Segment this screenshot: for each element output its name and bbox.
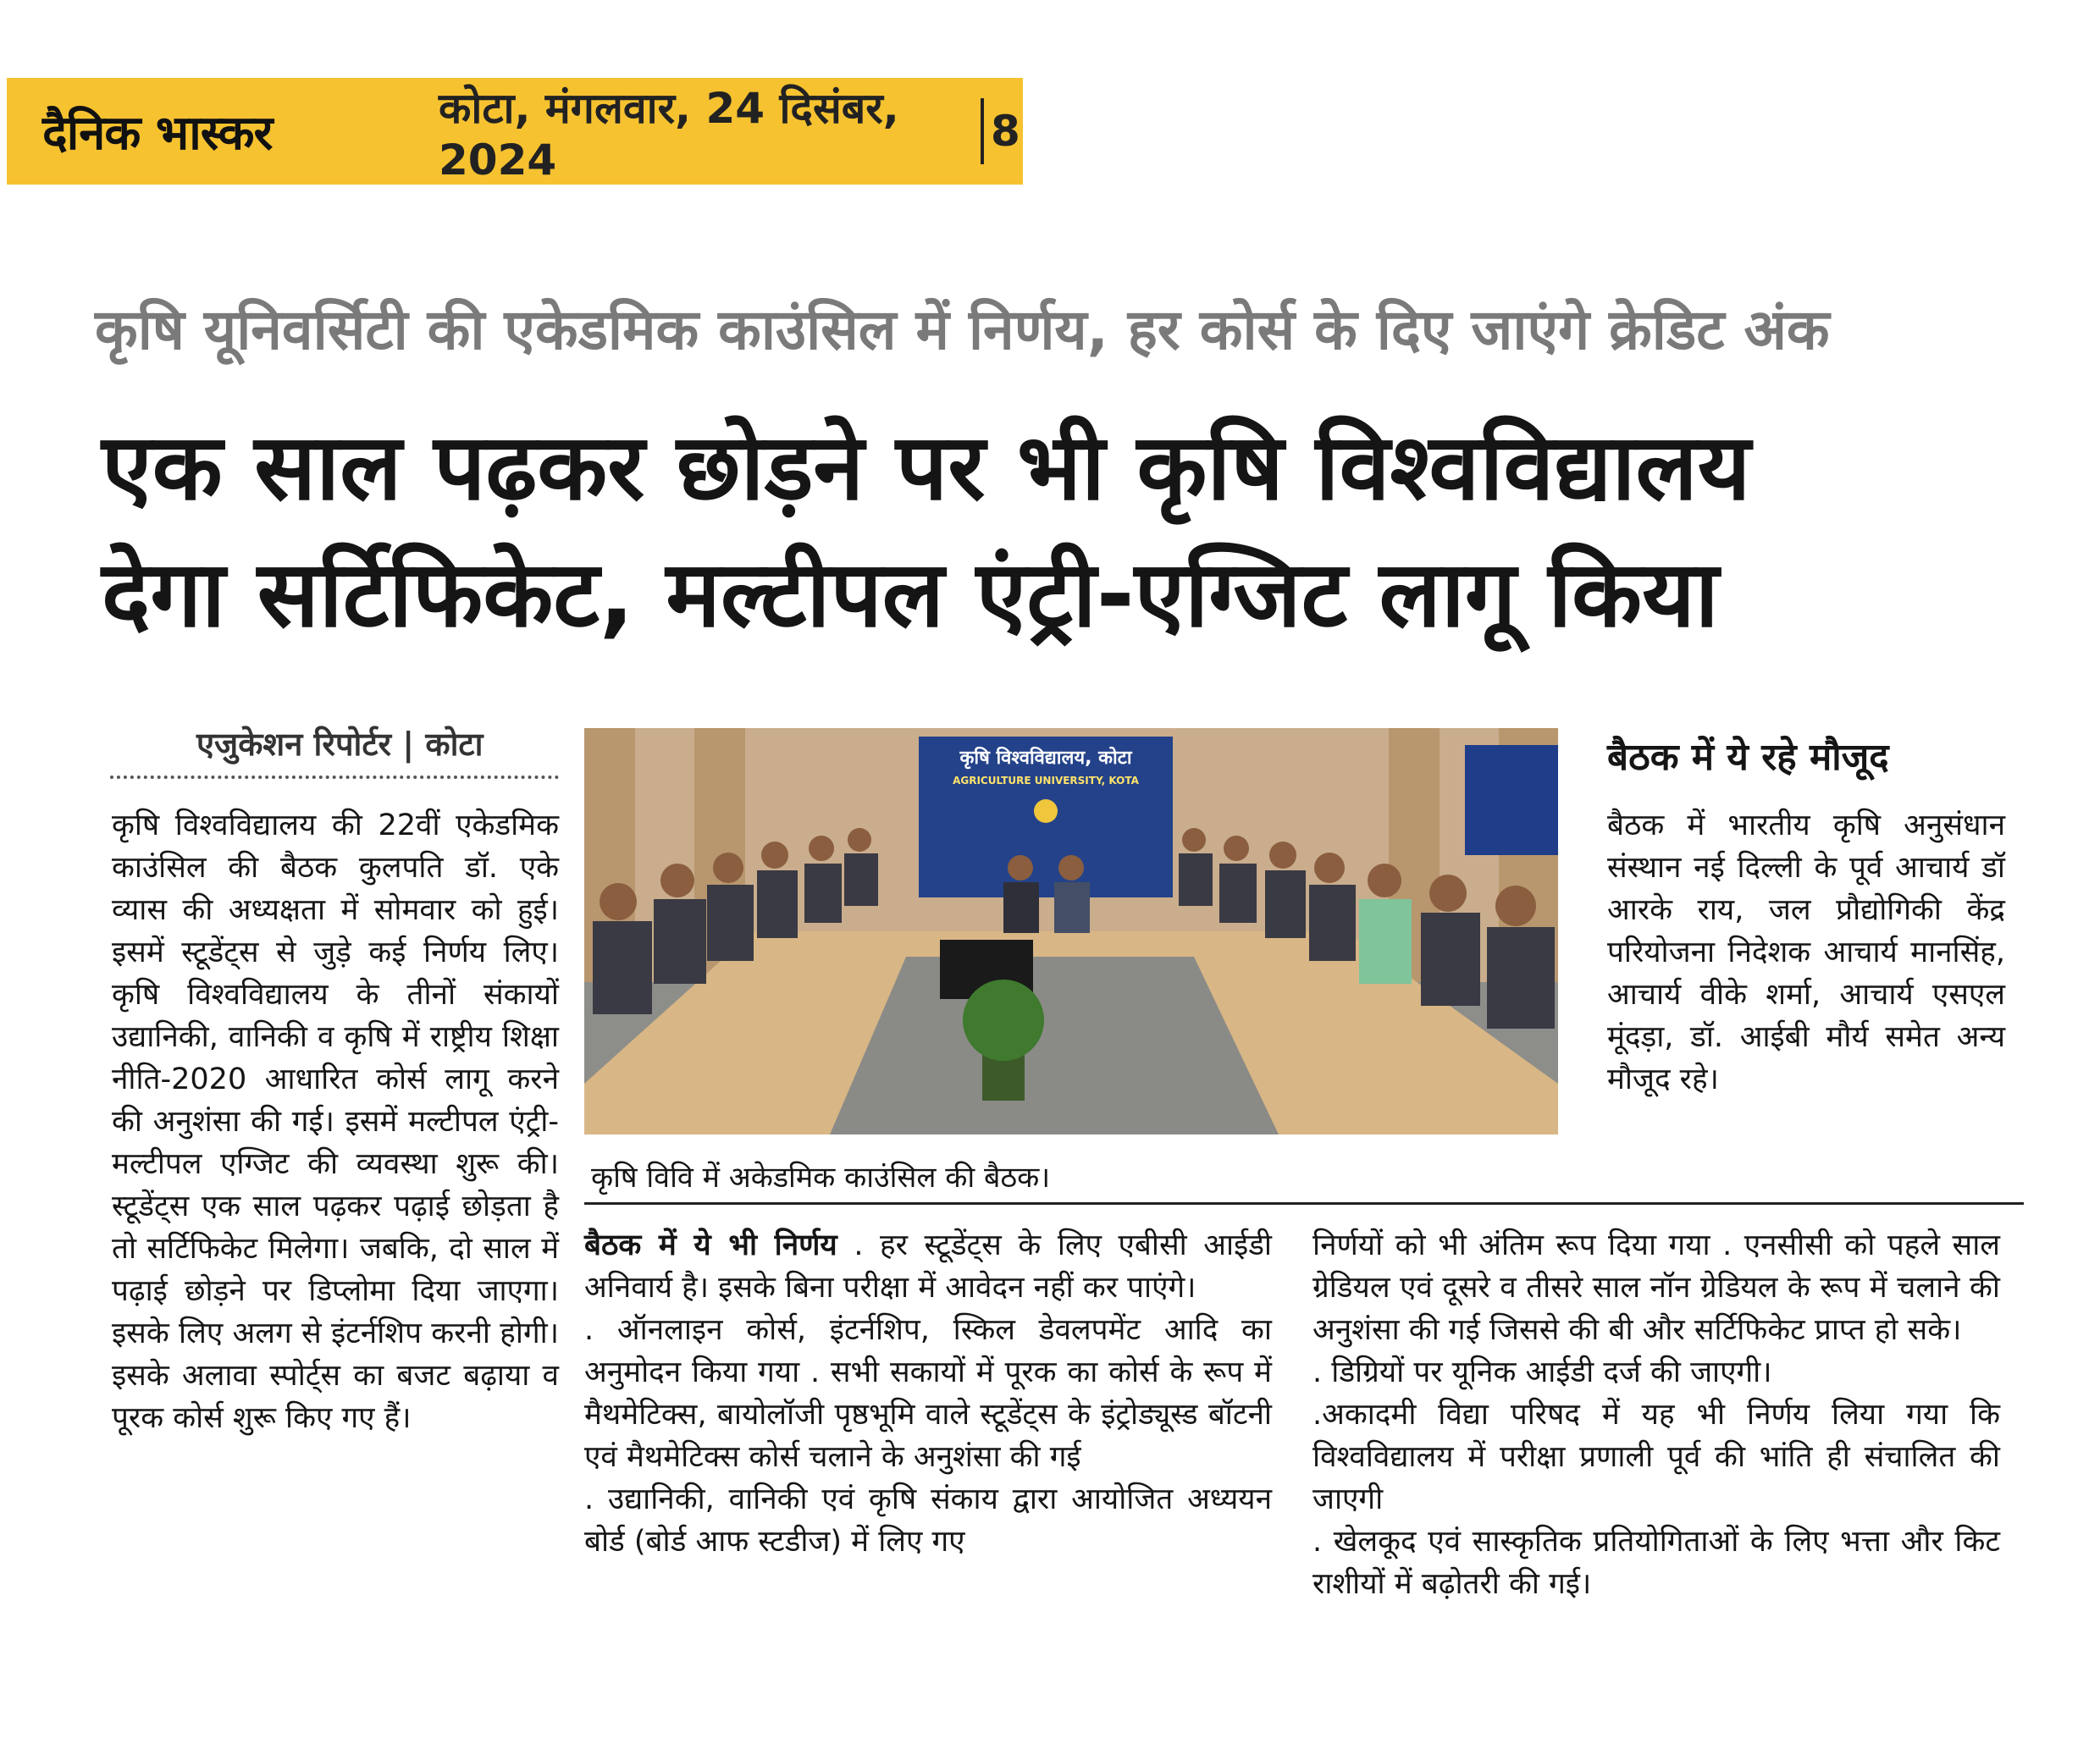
masthead-divider	[981, 98, 984, 164]
edition-date: कोटा, मंगलवार, 24 दिसंबर, 2024	[439, 84, 899, 185]
sidebar-column	[1607, 804, 2005, 1101]
headline-line-2: देगा सर्टिफिकेट, मल्टीपल एंट्री-एग्जिट लागू किया	[102, 542, 1719, 648]
byline-divider	[110, 776, 559, 779]
article-column-1	[112, 804, 559, 1439]
newspaper-logo: दैनिक भास्कर	[42, 106, 273, 161]
decisions-subhead: बैठक में ये भी निर्णय	[584, 1228, 837, 1262]
byline: एजुकेशन रिपोर्टर | कोटा	[196, 726, 484, 763]
masthead	[7, 78, 1023, 185]
decisions-column-2	[1312, 1224, 2000, 1605]
article-paragraph: कृषि विश्वविद्यालय की 22वीं एकेडमिक काउंसिल की बैठक कुलपति डॉ. एके व्यास की अध्यक्षता में सोमवार को हुई। इसमें स्टूडेंट्स से जुड़े कई निर्णय लिए। कृषि विश्वविद्यालय के तीनों संकायों उद्यानिकी, वानिकी व कृषि में राष्ट्रीय शिक्षा नीति-2020 आधारित कोर्स लागू करने की अनुशंसा की गई। इसमें मल्टीपल एंट्री-मल्टीपल एग्जिट की व्यवस्था शुरू की। स्टूडेंट्स एक साल पढ़कर पढ़ाई छोड़ता है तो सर्टिफिकेट मिलेगा। जबकि, दो साल में पढ़ाई छोड़ने पर डिप्लोमा दिया जाएगा। इसके लिए अलग से इंटर्नशिप करनी होगी। इसके अलावा स्पोर्ट्स का बजट बढ़ाया व पूरक कोर्स शुरू किए गए हैं।	[112, 809, 559, 1435]
page-number: 8	[991, 107, 1020, 156]
decision-paragraph: .अकादमी विद्या परिषद में यह भी निर्णय लिया गया कि विश्वविद्यालय में परीक्षा प्रणाली पूर्व की भांति ही संचालित की जाएगी	[1312, 1398, 2000, 1516]
banner-subtitle: AGRICULTURE UNIVERSITY, KOTA	[953, 775, 1139, 787]
decisions-column-1	[584, 1224, 1272, 1563]
decision-paragraph: . उद्यानिकी, वानिकी एवं कृषि संकाय द्वारा आयोजित अध्ययन बोर्ड (बोर्ड आफ स्टडीज) में लिए गए	[584, 1482, 1272, 1559]
banner-title: कृषि विश्वविद्यालय, कोटा	[959, 748, 1132, 769]
headline-line-1: एक साल पढ़कर छोड़ने पर भी कृषि विश्वविद्यालय	[102, 415, 1751, 521]
plant	[963, 980, 1044, 1061]
section-rule	[584, 1202, 2024, 1205]
decision-paragraph: निर्णयों को भी अंतिम रूप दिया गया . एनसीसी को पहले साल ग्रेडियल एवं दूसरे व तीसरे साल नॉन ग्रेडियल के रूप में चलाने की अनुशंसा की गई जिससे की बी और सर्टिफिकेट प्राप्त हो सके।	[1312, 1228, 2000, 1347]
university-emblem	[1034, 799, 1058, 823]
decision-paragraph: . डिग्रियों पर यूनिक आईडी दर्ज की जाएगी।	[1312, 1355, 1772, 1389]
decision-paragraph: . ऑनलाइन कोर्स, इंटर्नशिप, स्किल डेवलपमेंट आदि का अनुमोदन किया गया . सभी सकायों में पूरक का कोर्स के रूप में मैथमेटिक्स, बायोलॉजी पृष्ठभूमि वाले स्टूडेंट्स के इंट्रोड्यूस्ड बॉटनी एवं मैथमेटिक्स कोर्स चलाने के अनुशंसा की गई	[584, 1313, 1272, 1474]
photo-caption: कृषि विवि में अकेडमिक काउंसिल की बैठक।	[591, 1161, 1051, 1195]
decision-text: . हर स्टूडेंट्स के लिए एबीसी आईडी अनिवार्य है। इसके बिना परीक्षा में आवेदन नहीं कर पाएंगे।	[584, 1228, 1272, 1305]
headline	[102, 405, 2015, 659]
sidebar-title: बैठक में ये रहे मौजूद	[1607, 736, 1889, 779]
sidebar-paragraph: बैठक में भारतीय कृषि अनुसंधान संस्थान नई दिल्ली के पूर्व आचार्य डॉ आरके राय, जल प्रौद्योगिकी केंद्र परियोजना निदेशक आचार्य मानसिंह, आचार्य वीके शर्मा, आचार्य एसएल मूंदड़ा, डॉ. आईबी मौर्य समेत अन्य मौजूद रहे।	[1607, 809, 2005, 1096]
meeting-photo	[584, 728, 1558, 1134]
decision-paragraph	[584, 1224, 1272, 1309]
kicker: कृषि यूनिवर्सिटी की एकेडमिक काउंसिल में निर्णय, हर कोर्स के दिए जाएंगे क्रेडिट अंक	[95, 297, 1830, 362]
decision-paragraph: . खेलकूद एवं सास्कृतिक प्रतियोगिताओं के लिए भत्ता और किट राशीयों में बढ़ोतरी की गई।	[1312, 1525, 2000, 1601]
